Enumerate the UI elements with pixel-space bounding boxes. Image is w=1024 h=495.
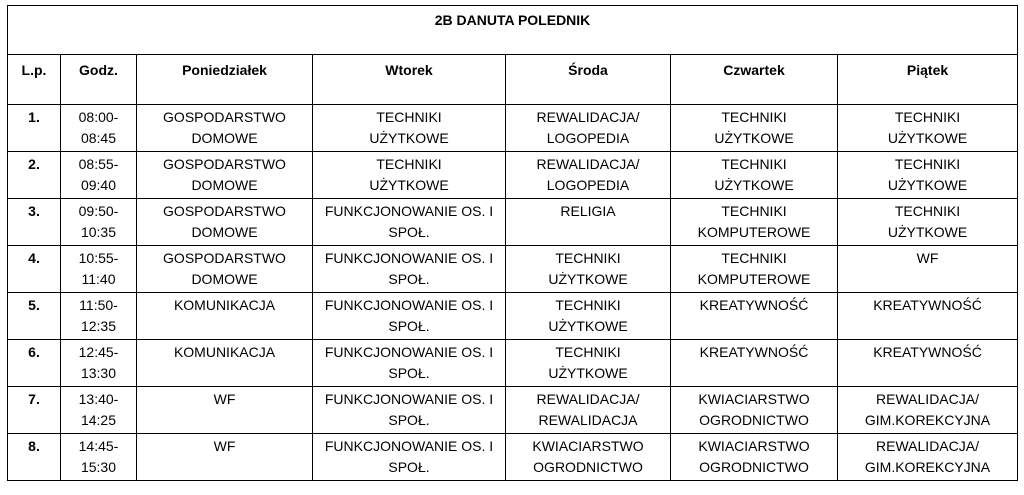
subject-line: UŻYTKOWE	[548, 271, 628, 287]
header-monday: Poniedziałek	[137, 55, 313, 105]
lesson-time-line: 11:50-	[79, 297, 118, 313]
lesson-time	[61, 293, 137, 340]
subject-line: UŻYTKOWE	[548, 365, 628, 381]
subject-line: FUNKCJONOWANIE OS. I	[324, 203, 494, 219]
subject-cell-wednesday	[506, 105, 671, 152]
lesson-time-line: 12:35	[80, 318, 117, 334]
subject-line: GOSPODARSTWO	[163, 203, 286, 219]
lesson-row	[8, 340, 1018, 387]
subject-cell-monday	[137, 340, 313, 387]
subject-line: WF	[916, 250, 939, 266]
subject-line: UŻYTKOWE	[369, 130, 449, 146]
lesson-time-line: 08:00-	[78, 109, 119, 125]
subject-line: FUNKCJONOWANIE OS. I	[324, 391, 494, 407]
subject-line: DOMOWE	[191, 224, 258, 240]
lesson-time	[61, 152, 137, 199]
lesson-time-line: 08:55-	[78, 156, 119, 172]
subject-line: RELIGIA	[560, 203, 616, 219]
lesson-row	[8, 105, 1018, 152]
subject-line: OGRODNICTWO	[699, 412, 809, 428]
subject-line: REWALIDACJA/	[536, 391, 640, 407]
subject-line: TECHNIKI	[555, 344, 621, 360]
subject-line: UŻYTKOWE	[714, 177, 794, 193]
subject-cell-thursday	[671, 340, 838, 387]
subject-line: TECHNIKI	[721, 203, 787, 219]
subject-line: WF	[213, 391, 236, 407]
subject-cell-monday	[137, 152, 313, 199]
subject-cell-tuesday	[313, 246, 506, 293]
subject-line: GOSPODARSTWO	[163, 109, 286, 125]
subject-line: SPOŁ.	[388, 271, 430, 287]
lesson-time	[61, 434, 137, 481]
subject-line: GOSPODARSTWO	[163, 250, 286, 266]
subject-line: TECHNIKI	[721, 250, 787, 266]
lesson-number: 2.	[8, 152, 61, 199]
subject-line: TECHNIKI	[894, 109, 961, 125]
subject-line: KOMPUTEROWE	[697, 224, 811, 240]
lesson-row	[8, 387, 1018, 434]
subject-cell-tuesday	[313, 199, 506, 246]
subject-line: UŻYTKOWE	[369, 177, 449, 193]
lesson-number: 5.	[8, 293, 61, 340]
lesson-time-line: 09:40	[80, 177, 117, 193]
lesson-number: 8.	[8, 434, 61, 481]
lesson-time	[61, 199, 137, 246]
subject-cell-monday	[137, 387, 313, 434]
lesson-row	[8, 293, 1018, 340]
subject-line: FUNKCJONOWANIE OS. I	[324, 438, 494, 454]
subject-cell-monday	[137, 293, 313, 340]
subject-line: LOGOPEDIA	[546, 177, 630, 193]
subject-line: DOMOWE	[191, 177, 258, 193]
subject-line: TECHNIKI	[376, 109, 442, 125]
subject-cell-tuesday	[313, 340, 506, 387]
subject-cell-wednesday	[506, 387, 671, 434]
lesson-row	[8, 199, 1018, 246]
subject-line: DOMOWE	[191, 271, 258, 287]
subject-line: GIM.KOREKCYJNA	[864, 412, 991, 428]
subject-line: KREATYWNOŚĆ	[699, 344, 809, 360]
lesson-time	[61, 246, 137, 293]
subject-line: DOMOWE	[191, 130, 258, 146]
subject-line: TECHNIKI	[721, 156, 787, 172]
lesson-time-line: 13:40-	[78, 391, 119, 407]
subject-line: KREATYWNOŚĆ	[699, 297, 809, 313]
header-friday: Piątek	[838, 55, 1018, 105]
subject-cell-tuesday	[313, 434, 506, 481]
subject-line: REWALIDACJA	[538, 412, 638, 428]
lesson-time	[61, 387, 137, 434]
lesson-time-line: 08:45	[80, 130, 117, 146]
lesson-time-line: 12:45-	[78, 344, 119, 360]
lesson-number: 7.	[8, 387, 61, 434]
subject-line: UŻYTKOWE	[887, 130, 968, 146]
header-time: Godz.	[61, 55, 137, 105]
subject-line: UŻYTKOWE	[548, 318, 628, 334]
subject-line: SPOŁ.	[388, 365, 430, 381]
lesson-number: 4.	[8, 246, 61, 293]
lesson-time-line: 10:55-	[78, 250, 119, 266]
lesson-time-line: 11:40	[81, 271, 116, 287]
lesson-time-line: 15:30	[80, 459, 117, 475]
subject-line: UŻYTKOWE	[887, 224, 968, 240]
subject-cell-tuesday	[313, 105, 506, 152]
subject-cell-wednesday	[506, 434, 671, 481]
subject-line: KWIACIARSTWO	[532, 438, 644, 454]
subject-line: GOSPODARSTWO	[163, 156, 286, 172]
schedule-body	[8, 6, 1018, 481]
subject-line: SPOŁ.	[388, 318, 430, 334]
subject-line: OGRODNICTWO	[533, 459, 643, 475]
subject-line: KREATYWNOŚĆ	[873, 297, 982, 313]
subject-cell-thursday	[671, 434, 838, 481]
subject-cell-thursday	[671, 293, 838, 340]
subject-cell-monday	[137, 246, 313, 293]
subject-line: REWALIDACJA/	[536, 156, 640, 172]
subject-line: TECHNIKI	[894, 203, 961, 219]
subject-line: KWIACIARSTWO	[698, 391, 810, 407]
schedule-title: 2B DANUTA POLEDNIK	[8, 6, 1018, 55]
lesson-time-line: 14:45-	[78, 438, 119, 454]
subject-line: GIM.KOREKCYJNA	[864, 459, 991, 475]
subject-cell-friday	[838, 387, 1018, 434]
subject-cell-thursday	[671, 152, 838, 199]
subject-cell-thursday	[671, 246, 838, 293]
subject-line: SPOŁ.	[388, 412, 430, 428]
subject-cell-wednesday	[506, 199, 671, 246]
subject-line: REWALIDACJA/	[536, 109, 640, 125]
subject-cell-tuesday	[313, 387, 506, 434]
subject-cell-friday	[838, 340, 1018, 387]
subject-line: REWALIDACJA/	[876, 438, 979, 454]
subject-line: REWALIDACJA/	[876, 391, 979, 407]
subject-cell-friday	[838, 152, 1018, 199]
subject-line: FUNKCJONOWANIE OS. I	[324, 344, 494, 360]
subject-cell-thursday	[671, 199, 838, 246]
lesson-time-line: 14:25	[80, 412, 117, 428]
subject-cell-monday	[137, 105, 313, 152]
subject-cell-tuesday	[313, 293, 506, 340]
header-wednesday: Środa	[506, 55, 671, 105]
subject-cell-wednesday	[506, 152, 671, 199]
subject-line: OGRODNICTWO	[699, 459, 809, 475]
subject-cell-thursday	[671, 105, 838, 152]
subject-line: FUNKCJONOWANIE OS. I	[324, 250, 494, 266]
lesson-row	[8, 246, 1018, 293]
subject-cell-friday	[838, 434, 1018, 481]
subject-line: KOMUNIKACJA	[173, 297, 276, 313]
subject-line: SPOŁ.	[388, 459, 430, 475]
subject-line: KOMUNIKACJA	[173, 344, 276, 360]
subject-line: FUNKCJONOWANIE OS. I	[324, 297, 494, 313]
subject-line: UŻYTKOWE	[887, 177, 968, 193]
subject-cell-friday	[838, 199, 1018, 246]
subject-line: LOGOPEDIA	[546, 130, 630, 146]
subject-line: TECHNIKI	[555, 297, 621, 313]
header-tuesday: Wtorek	[313, 55, 506, 105]
lesson-time	[61, 105, 137, 152]
subject-cell-wednesday	[506, 293, 671, 340]
lesson-row	[8, 434, 1018, 481]
lesson-time-line: 09:50-	[78, 203, 119, 219]
subject-cell-wednesday	[506, 246, 671, 293]
subject-cell-wednesday	[506, 340, 671, 387]
header-row	[8, 55, 1018, 105]
subject-line: TECHNIKI	[894, 156, 961, 172]
subject-line: TECHNIKI	[555, 250, 621, 266]
subject-cell-tuesday	[313, 152, 506, 199]
subject-line: TECHNIKI	[376, 156, 442, 172]
lesson-time	[61, 340, 137, 387]
subject-cell-friday	[838, 246, 1018, 293]
subject-cell-friday	[838, 293, 1018, 340]
subject-cell-friday	[838, 105, 1018, 152]
subject-line: TECHNIKI	[721, 109, 787, 125]
header-lp: L.p.	[8, 55, 61, 105]
header-thursday: Czwartek	[671, 55, 838, 105]
subject-line: KOMPUTEROWE	[697, 271, 811, 287]
title-row	[8, 6, 1018, 55]
subject-cell-monday	[137, 199, 313, 246]
lesson-number: 3.	[8, 199, 61, 246]
lesson-number: 6.	[8, 340, 61, 387]
subject-line: WF	[213, 438, 236, 454]
subject-cell-monday	[137, 434, 313, 481]
schedule-table	[7, 5, 1018, 481]
lesson-number: 1.	[8, 105, 61, 152]
subject-line: KREATYWNOŚĆ	[873, 344, 982, 360]
subject-cell-thursday	[671, 387, 838, 434]
subject-line: KWIACIARSTWO	[698, 438, 810, 454]
lesson-time-line: 10:35	[80, 224, 117, 240]
lesson-time-line: 13:30	[80, 365, 117, 381]
lesson-row	[8, 152, 1018, 199]
subject-line: SPOŁ.	[388, 224, 430, 240]
subject-line: UŻYTKOWE	[714, 130, 794, 146]
